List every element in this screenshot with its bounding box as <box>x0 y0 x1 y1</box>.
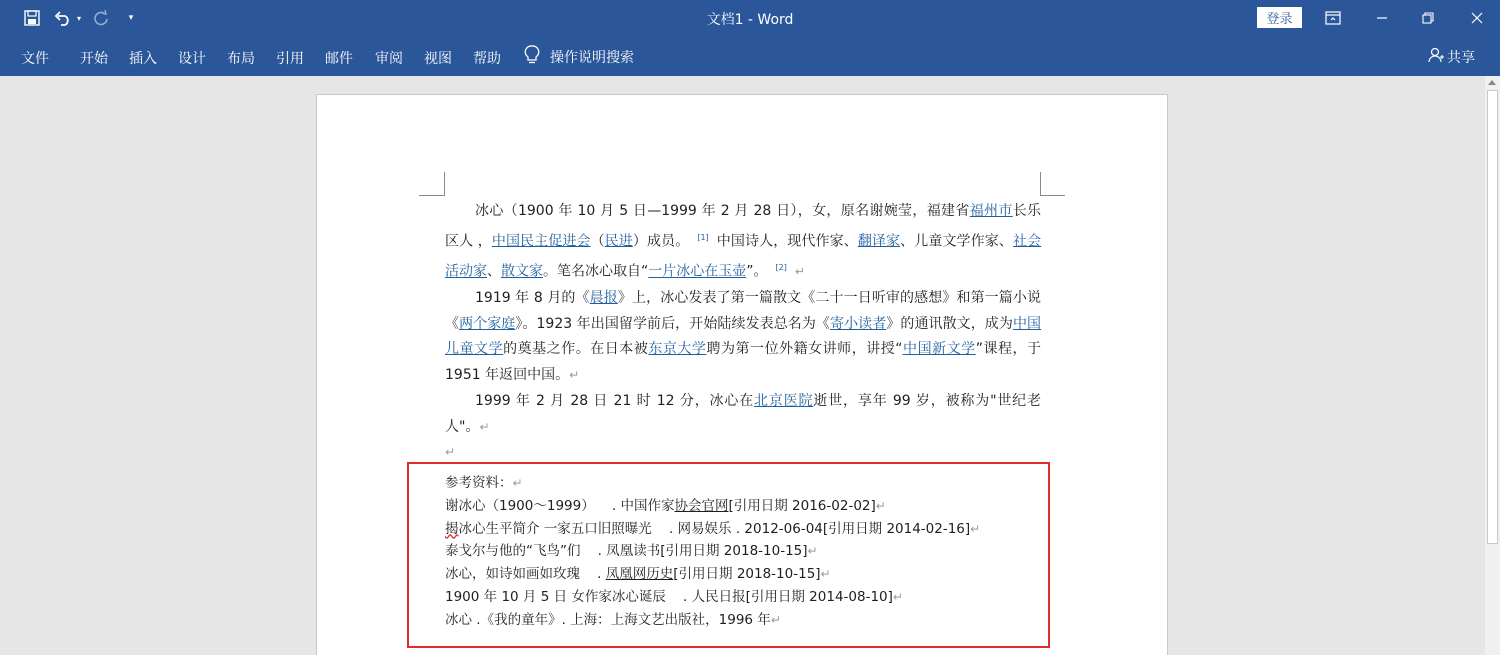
reference-item[interactable]: 冰心 .《我的童年》. 上海：上海文艺出版社，1996 年↵ <box>445 611 781 628</box>
tell-me-label: 操作说明搜索 <box>550 50 634 66</box>
crop-mark-top-right <box>1040 172 1065 196</box>
scroll-thumb[interactable] <box>1487 90 1498 544</box>
share-button[interactable] <box>1428 47 1475 67</box>
footnote-ref-1[interactable]: [1] <box>697 232 709 242</box>
text-run: 的奠基之作。在日本被 <box>503 341 649 358</box>
text-run: 1999 年 2 月 28 日 21 时 12 分，冰心在 <box>475 392 755 409</box>
ribbon-tabs <box>0 36 1500 76</box>
login-button[interactable]: 登录 <box>1257 7 1302 28</box>
tab-mailings[interactable]: 邮件 <box>325 51 353 67</box>
link-new-literature[interactable]: 中国新文学 <box>902 341 976 358</box>
highlight-box <box>407 462 1050 648</box>
tab-design[interactable]: 设计 <box>178 51 206 67</box>
minimize-icon[interactable] <box>1359 0 1405 36</box>
link-writers-association[interactable]: 协会官网 <box>674 497 729 514</box>
text-run: 、儿童文学作家、 <box>900 233 1013 250</box>
link-two-families[interactable]: 两个家庭 <box>459 315 516 332</box>
link-poem[interactable]: 一片冰心在玉壶 <box>648 263 747 280</box>
tab-review[interactable]: 审阅 <box>375 51 403 67</box>
text-run: ）成员。 <box>632 233 690 250</box>
lightbulb-icon <box>524 45 540 69</box>
text-run: ”。 <box>746 263 768 280</box>
link-minjin[interactable]: 民进 <box>604 233 633 250</box>
tab-references[interactable]: 引用 <box>276 51 304 67</box>
text-run: 长乐区人 ， <box>445 203 1042 250</box>
text-run: 》的通讯散文，成为 <box>886 315 1013 332</box>
text-run: 、 <box>487 263 501 280</box>
text-run: 冰心（1900 年 10 月 5 日—1999 年 2 月 28 日），女，原名谢婉莹，福建省 <box>475 203 970 219</box>
text-run: 中国诗人，现代作家、 <box>716 233 858 250</box>
link-translator[interactable]: 翻译家 <box>857 233 901 250</box>
reference-item[interactable]: 冰心，如诗如画如玫瑰 . 凤凰网历史[引用日期 2018-10-15]↵ <box>445 566 831 583</box>
paragraph-1[interactable] <box>445 199 1041 286</box>
text-run: 》上，冰心发表了第一篇散文《二十一日听审的感想》和第一篇小说《 <box>445 289 1042 332</box>
text-run: 1919 年 8 月的《 <box>475 289 590 306</box>
reference-item[interactable]: 谢冰心（1900～1999） . 中国作家协会官网[引用日期 2016-02-02]↵ <box>445 497 886 514</box>
vertical-scrollbar[interactable] <box>1485 76 1500 655</box>
link-essayist[interactable]: 散文家 <box>501 263 543 280</box>
text-run: 》。1923 年出国留学前后，开始陆续发表总名为《 <box>515 315 830 332</box>
person-icon <box>1428 47 1444 67</box>
reference-item[interactable]: 泰戈尔与他的“飞鸟”们 . 凤凰读书[引用日期 2018-10-15]↵ <box>445 543 818 560</box>
scroll-up-icon[interactable] <box>1488 80 1496 85</box>
text-run: 聘为第一位外籍女讲师，讲授“ <box>706 341 903 358</box>
text-run: 逝世，享年 99 岁，被称为"世纪老人"。 <box>445 392 1042 435</box>
paragraph-3[interactable] <box>445 389 1041 441</box>
text-run: 。笔名冰心取自“ <box>543 263 649 280</box>
crop-mark-top-left <box>419 172 445 196</box>
restore-icon[interactable] <box>1405 0 1451 36</box>
tab-view[interactable]: 视图 <box>424 51 452 67</box>
document-body[interactable] <box>445 199 1041 466</box>
link-fuzhou[interactable]: 福州市 <box>969 203 1013 219</box>
close-icon[interactable] <box>1454 0 1500 36</box>
spell-error[interactable]: 揭 <box>445 520 459 537</box>
share-label: 共享 <box>1447 50 1475 66</box>
footnote-ref-2[interactable]: [2] <box>775 263 787 273</box>
link-to-young-readers[interactable]: 寄小读者 <box>830 315 887 332</box>
ribbon-display-options-icon[interactable] <box>1310 0 1356 36</box>
paragraph-mark: ↵ <box>569 368 580 383</box>
paragraph-mark: ↵ <box>445 445 456 460</box>
title-bar <box>0 0 1500 36</box>
tab-layout[interactable]: 布局 <box>227 51 255 67</box>
link-chenbao[interactable]: 晨报 <box>589 289 618 306</box>
text-run: ”课程，于 1951 年返回中国。 <box>445 341 1042 384</box>
reference-item[interactable]: 1900 年 10 月 5 日 女作家冰心诞辰 . 人民日报[引用日期 2014-08-10]↵ <box>445 588 903 605</box>
window-title: 文档1 - Word <box>706 12 794 28</box>
link-minjin-full[interactable]: 中国民主促进会 <box>491 233 591 250</box>
link-childrens-literature[interactable]: 中国儿童文学 <box>445 315 1042 358</box>
paragraph-mark: ↵ <box>479 419 490 434</box>
link-social-activist[interactable]: 社会活动家 <box>445 233 1042 280</box>
link-tokyo-university[interactable]: 东京大学 <box>648 341 707 358</box>
tab-help[interactable]: 帮助 <box>473 51 501 67</box>
paragraph-2[interactable] <box>445 286 1041 389</box>
paragraph-mark: ↵ <box>794 264 805 279</box>
tab-file[interactable]: 文件 <box>21 51 49 67</box>
customize-qat-icon[interactable]: ▾ <box>128 13 134 23</box>
reference-item[interactable]: 揭冰心生平简介 一家五口旧照曝光 . 网易娱乐 . 2012-06-04[引用日期 2014-02-16]↵ <box>445 520 981 537</box>
undo-dropdown-icon[interactable]: ▾ <box>76 13 81 23</box>
link-ifeng-history[interactable]: 凤凰网历史 <box>605 566 674 583</box>
references-heading: 参考资料：↵ <box>445 475 523 491</box>
link-beijing-hospital[interactable]: 北京医院 <box>754 392 814 409</box>
tab-insert[interactable]: 插入 <box>129 51 157 67</box>
text-run: （ <box>590 233 605 250</box>
tell-me-search[interactable] <box>524 45 634 69</box>
tab-home[interactable]: 开始 <box>80 51 108 67</box>
